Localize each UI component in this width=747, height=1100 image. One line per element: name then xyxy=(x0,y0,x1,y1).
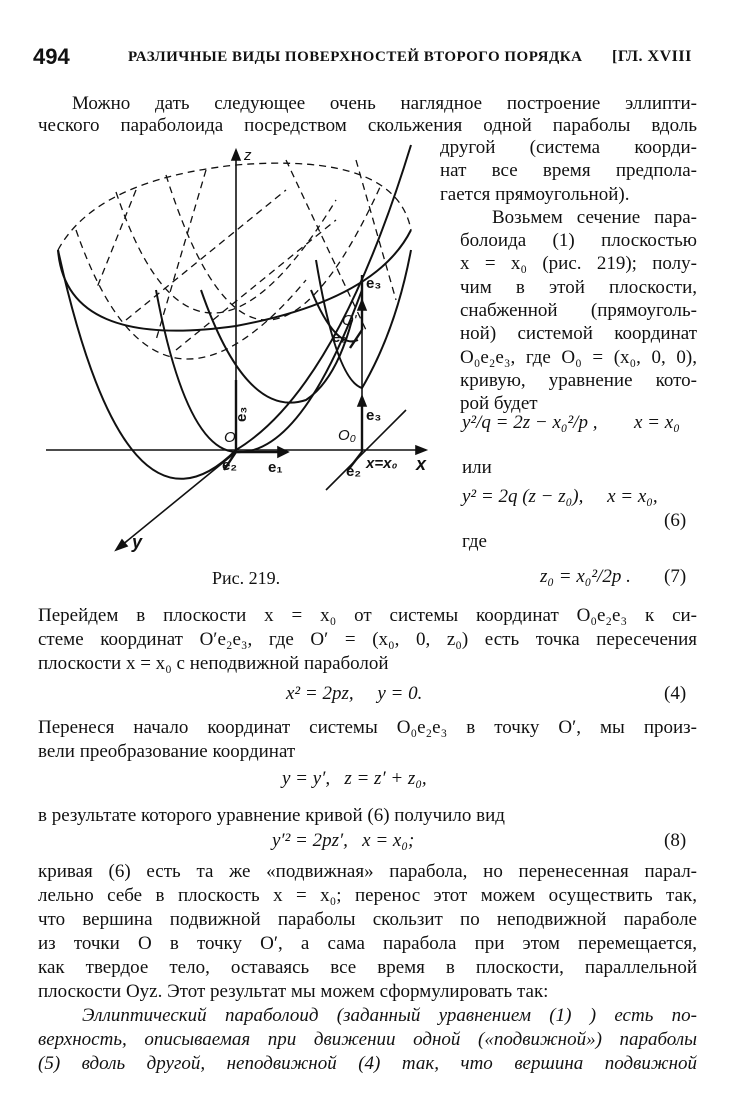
paragraph-4 xyxy=(38,860,697,1004)
z-axis-arrow xyxy=(232,150,240,160)
label-x-eq-x0: x=x₀ xyxy=(366,455,398,472)
or-word: или xyxy=(462,457,492,478)
paragraph-4-line: лельно себе в плоскость x = x₀; перенос этот можем осуществить так, xyxy=(38,885,697,906)
e1-arrow xyxy=(278,447,288,457)
dashed-line xyxy=(126,190,286,320)
top-ellipse-front xyxy=(58,230,411,331)
theorem-line: (5) вдоль другой, неподвижной (4) так, что вершина подвижной xyxy=(38,1053,697,1074)
chapter-label: [ГЛ. XVIII xyxy=(612,48,692,65)
right-col-line: болоида (1) плоскостью xyxy=(460,230,697,252)
right-col-line: Возьмем сечение пара- xyxy=(492,206,697,228)
right-col-line: нат все время предпола- xyxy=(440,160,697,182)
where-word: где xyxy=(462,531,487,552)
right-col-line: кривую, уравнение кото- xyxy=(460,369,697,391)
moving-parabola xyxy=(316,250,411,388)
paragraph-4-line: как твердое тело, оставаясь все время в плоскости, параллельной xyxy=(38,957,697,978)
equation-8: y′² = 2pz′, x = x₀; xyxy=(272,830,415,851)
right-col-line: рой будет xyxy=(460,393,538,415)
page-number: 494 xyxy=(33,44,70,69)
label-O0: O₀ xyxy=(338,427,356,444)
dashed-parabola xyxy=(76,230,306,359)
theorem xyxy=(38,1004,697,1076)
figure-219 xyxy=(36,130,436,570)
theorem-line: Эллиптический параболоид (заданный уравнением (1) ) есть по- xyxy=(82,1005,697,1026)
equation-7: z₀ = x₀²/2p . xyxy=(540,566,631,587)
dashed-line xyxy=(156,170,206,340)
right-col-line: ной) системой координат xyxy=(460,323,697,345)
running-title: РАЗЛИЧНЫЕ ВИДЫ ПОВЕРХНОСТЕЙ ВТОРОГО ПОРЯДКА xyxy=(128,49,583,65)
label-e2-left: e₂ xyxy=(222,457,238,474)
right-col-line: x = x₀ (рис. 219); полу- xyxy=(460,253,697,275)
label-e3-left: e₃ xyxy=(233,406,250,422)
paragraph-3-line-1: в результате которого уравнение кривой (6) получило вид xyxy=(38,805,505,826)
equation-6: y² = 2q (z − z₀), x = x₀, xyxy=(462,486,658,507)
paragraph-1-line-3: плоскости x = x₀ с неподвижной параболой xyxy=(38,653,389,674)
label-e3-upper: e₃ xyxy=(366,275,382,292)
paragraph-4-line: что вершина подвижной параболы скользит по неподвижной параболе xyxy=(38,909,697,930)
label-e2-right: e₂ xyxy=(346,463,362,480)
equation-8-number: (8) xyxy=(664,830,687,851)
right-col-line: гается прямоугольной). xyxy=(440,183,630,205)
equation-transform: y = y′, z = z′ + z₀, xyxy=(282,768,427,789)
e3-right-arrow xyxy=(358,396,366,406)
right-col-line: другой (система коорди- xyxy=(440,137,697,158)
equation-4: x² = 2pz, y = 0. xyxy=(286,683,423,704)
dashed-parabola xyxy=(116,192,336,313)
label-y: y xyxy=(132,532,143,552)
top-ellipse-back xyxy=(58,163,411,250)
label-O: O xyxy=(224,429,236,446)
right-col-line: чим в этой плоскости, xyxy=(460,276,697,298)
label-z: z xyxy=(244,147,252,164)
dashed-line xyxy=(286,160,366,330)
equation-1: y²/q = 2z − x₀²/p , xyxy=(462,412,598,433)
equation-6-number: (6) xyxy=(664,510,687,531)
theorem-line: верхность, описываемая при движении одной («подвижной») параболы xyxy=(38,1029,697,1050)
paragraph-2-line-1: Перенеся начало координат системы O₀e₂e₃ в точку O′, мы произ- xyxy=(38,717,697,738)
paragraph-4-line: плоскости Oyz. Этот результат мы можем сформулировать так: xyxy=(38,981,549,1002)
paragraph-4-line: кривая (6) есть та же «подвижная» парабола, но перенесенная парал- xyxy=(38,861,697,882)
figure-caption: Рис. 219. xyxy=(212,568,281,588)
intro-line-1: Можно дать следующее очень наглядное построение эллипти- xyxy=(72,93,697,114)
label-e2-upper: e₂ xyxy=(332,329,348,346)
right-column-text xyxy=(440,136,697,416)
label-O-prime: O' xyxy=(342,312,357,329)
paragraph-1-line-2: стеме координат O′e₂e₃, где O′ = (x₀, 0, z₀) есть точка пересечения xyxy=(38,629,697,650)
right-col-line: O₀e₂e₃, где O₀ = (x₀, 0, 0), xyxy=(460,346,697,368)
label-e3-right: e₃ xyxy=(366,407,382,424)
paragraph-4-line: из точки O в точку O′, а сама парабола при этом перемещается, xyxy=(38,933,697,954)
equation-7-number: (7) xyxy=(664,566,687,587)
intro-line-2: ческого параболоида посредством скольжения одной параболы вдоль xyxy=(38,115,697,136)
paragraph-1-line-1: Перейдем в плоскости x = x₀ от системы координат O₀e₂e₃ к си- xyxy=(38,605,697,626)
paragraph-2-line-2: вели преобразование координат xyxy=(38,741,296,762)
x-axis-arrow xyxy=(416,446,426,454)
label-e1: e₁ xyxy=(268,459,283,476)
right-col-line: снабженной (прямоуголь- xyxy=(460,300,697,322)
e2-upper-vector xyxy=(350,330,362,348)
label-x: x xyxy=(416,454,427,474)
equation-1-condition: x = x₀ xyxy=(634,412,680,433)
equation-4-number: (4) xyxy=(664,683,687,704)
